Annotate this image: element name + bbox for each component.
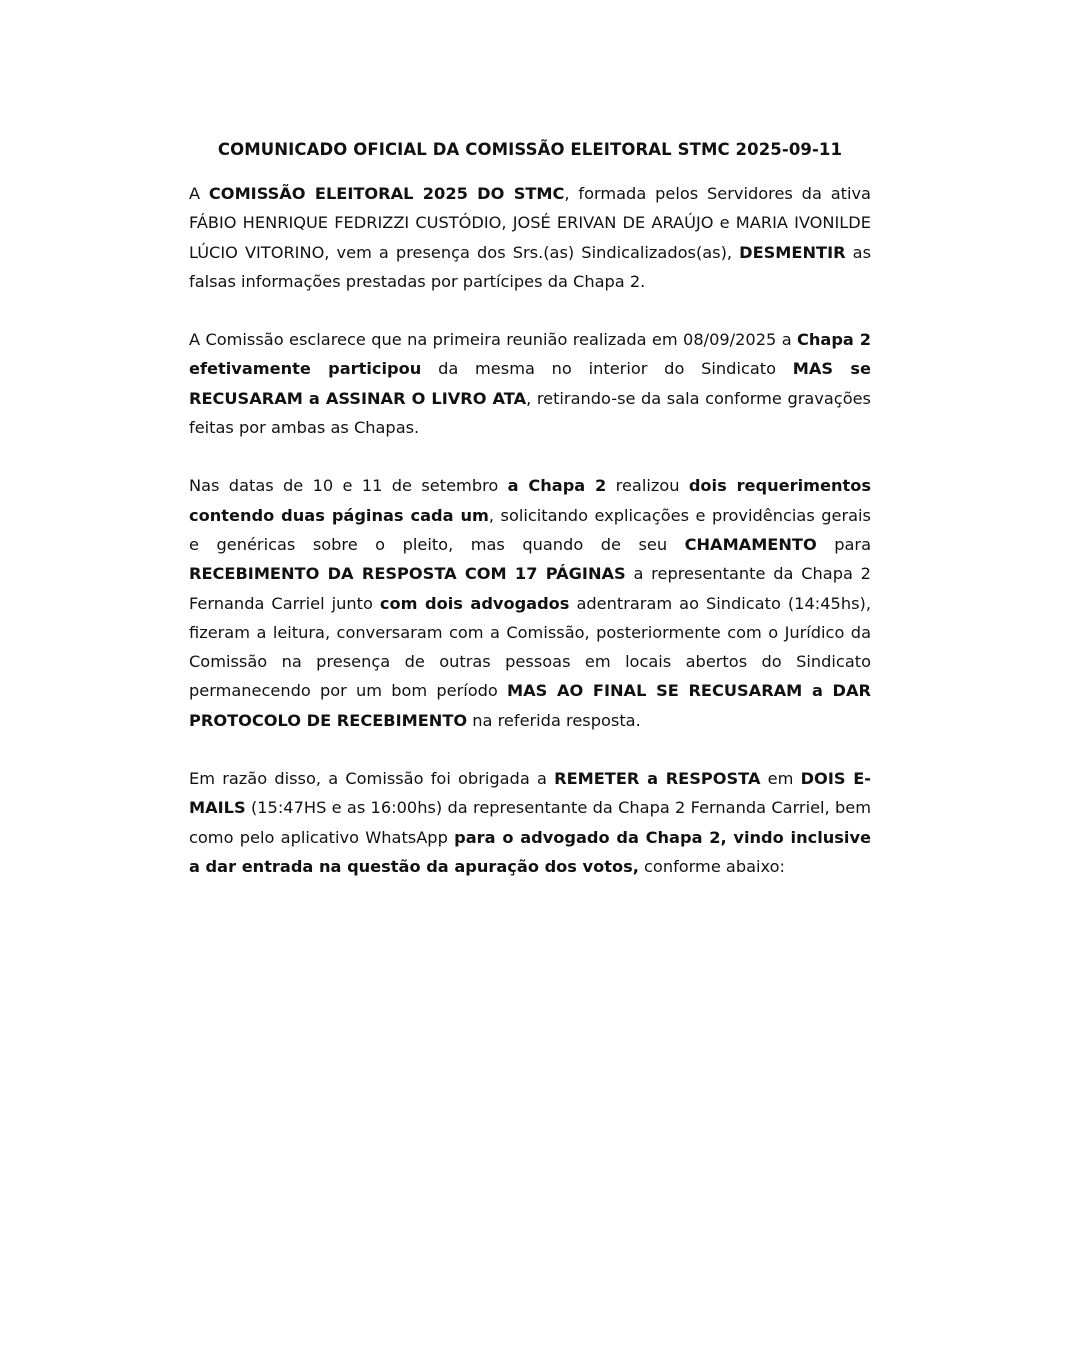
document-page (189, 140, 871, 910)
text-segment: na referida resposta. (467, 710, 641, 730)
bold-segment: MAS se RECUSARAM a ASSINAR O LIVRO ATA (189, 359, 871, 408)
text-segment: A Comissão esclarece que na primeira reunião realizada em 08/09/2025 a (189, 330, 798, 350)
text-segment: a representante da Chapa 2 Fernanda Carriel junto (189, 564, 871, 613)
text-segment: para (816, 534, 871, 554)
text-segment: adentraram ao Sindicato (14:45hs), fizeram a leitura, conversaram com a Comissão, posteriormente com o Jurídico da Comissão na presença de outras pessoas em locais abertos do Sindicato permanecendo por um bom período (189, 593, 871, 701)
text-segment: , retirando-se da sala conforme gravações feitas por ambas as Chapas. (189, 388, 871, 438)
text-segment: Nas datas de 10 e 11 de setembro (189, 476, 508, 496)
text-segment: (15:47HS e as 16:00hs) da representante da Chapa 2 Fernanda Carriel, bem como pelo aplicativo WhatsApp (189, 798, 871, 847)
text-segment: , formada pelos Servidores da ativa FÁBIO HENRIQUE FEDRIZZI CUSTÓDIO, JOSÉ ERIVAN DE ARAÚJO e MARIA IVONILDE LÚCIO VITORINO, vem a presença dos Srs.(as) Sindicalizados(as), (189, 184, 871, 262)
text-segment: as falsas informações prestadas por partícipes da Chapa 2. (189, 242, 871, 291)
bold-segment: Chapa 2 efetivamente participou (189, 330, 871, 379)
paragraph-4 (189, 764, 871, 881)
bold-segment: MAS AO FINAL SE RECUSARAM a DAR PROTOCOLO DE RECEBIMENTO (189, 681, 871, 730)
paragraph-3 (189, 471, 871, 735)
bold-segment: para o advogado da Chapa 2, vindo inclusive a dar entrada na questão da apuração dos votos, (189, 827, 871, 876)
paragraph-1 (189, 179, 871, 296)
bold-segment: DOIS E-MAILS (189, 769, 871, 818)
text-segment: realizou (606, 476, 689, 496)
text-segment: em (760, 769, 801, 789)
bold-segment: REMETER a RESPOSTA (554, 769, 761, 789)
text-segment: Em razão disso, a Comissão foi obrigada a (189, 769, 555, 789)
bold-segment: DESMENTIR (739, 242, 846, 262)
bold-segment: dois requerimentos contendo duas páginas cada um (189, 476, 872, 525)
bold-segment: CHAMAMENTO (684, 534, 817, 554)
bold-segment: com dois advogados (379, 593, 570, 613)
bold-segment: COMISSÃO ELEITORAL 2025 DO STMC (208, 184, 565, 203)
bold-segment: a Chapa 2 (507, 476, 607, 496)
text-segment: conforme abaixo: (638, 856, 785, 876)
text-segment: A (189, 184, 209, 203)
text-segment: da mesma no interior do Sindicato (421, 359, 793, 379)
paragraph-2 (189, 325, 871, 442)
text-segment: , solicitando explicações e providências gerais e genéricas sobre o pleito, mas quando de seu (189, 505, 871, 554)
document-title: COMUNICADO OFICIAL DA COMISSÃO ELEITORAL STMC 2025-09-11 (217, 140, 843, 159)
bold-segment: RECEBIMENTO DA RESPOSTA COM 17 PÁGINAS (189, 564, 626, 584)
